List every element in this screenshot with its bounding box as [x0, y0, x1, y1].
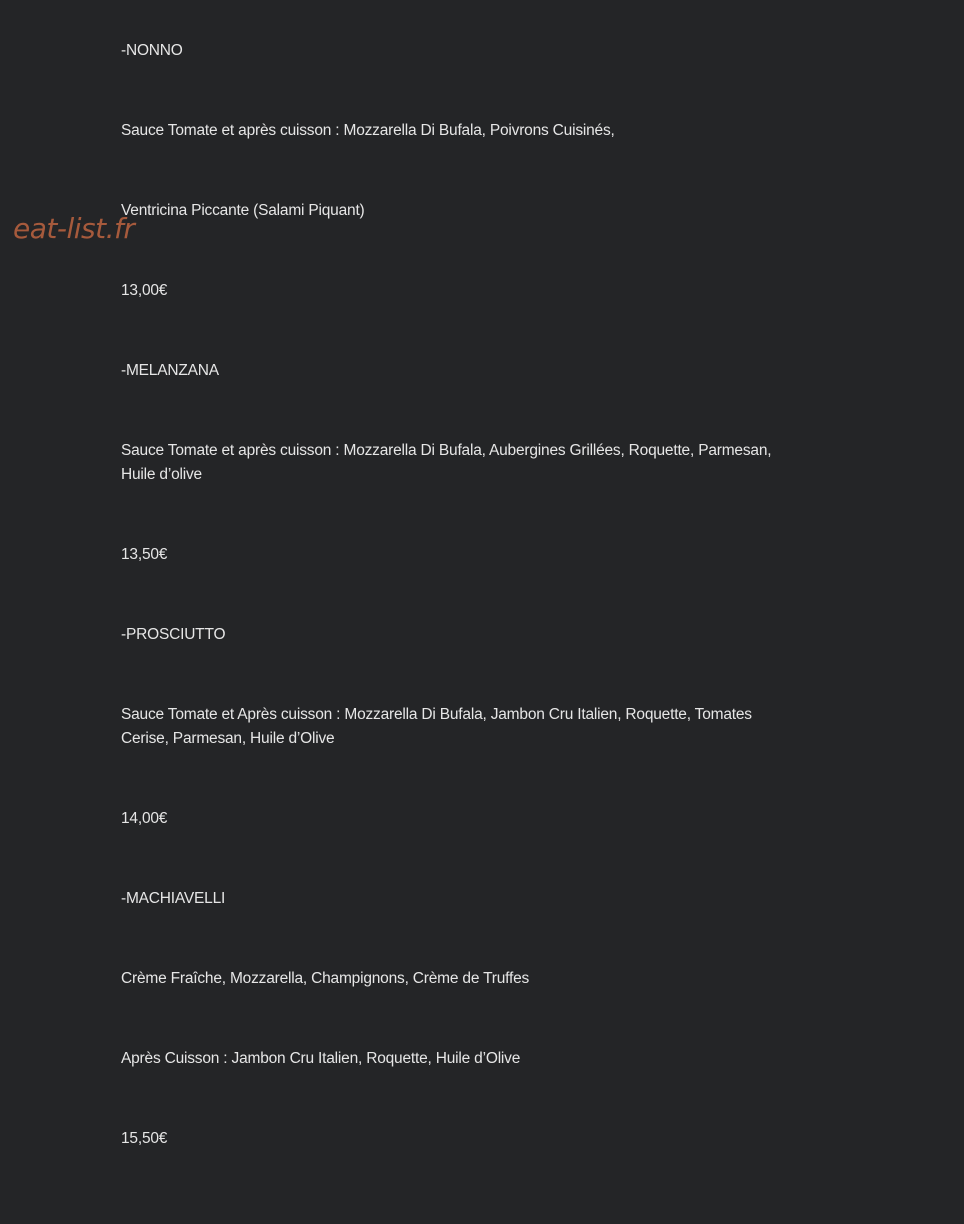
item-description: Sauce Tomate et après cuisson : Mozzarella Di Bufala, Aubergines Grillées, Roquette, Parmesan, [121, 442, 772, 459]
item-name: -MACHIAVELLI [121, 890, 226, 907]
item-description: Après Cuisson : Jambon Cru Italien, Roquette, Huile d’Olive [121, 1050, 521, 1067]
watermark: eat-list.fr [13, 212, 135, 245]
item-description: Huile d’olive [121, 466, 202, 483]
item-price: 15,50€ [121, 1130, 168, 1147]
item-description: Cerise, Parmesan, Huile d’Olive [121, 730, 335, 747]
item-description: Sauce Tomate et Après cuisson : Mozzarella Di Bufala, Jambon Cru Italien, Roquette, Tomates [121, 706, 752, 723]
item-price: 13,50€ [121, 546, 168, 563]
item-description: Sauce Tomate et après cuisson : Mozzarella Di Bufala, Poivrons Cuisinés, [121, 122, 615, 139]
item-name: -PROSCIUTTO [121, 626, 226, 643]
item-name: -MELANZANA [121, 362, 219, 379]
item-description: Crème Fraîche, Mozzarella, Champignons, Crème de Truffes [121, 970, 530, 987]
item-description: Ventricina Piccante (Salami Piquant) [121, 202, 365, 219]
item-price: 13,00€ [121, 282, 168, 299]
item-price: 14,00€ [121, 810, 168, 827]
item-name: -NONNO [121, 42, 183, 59]
